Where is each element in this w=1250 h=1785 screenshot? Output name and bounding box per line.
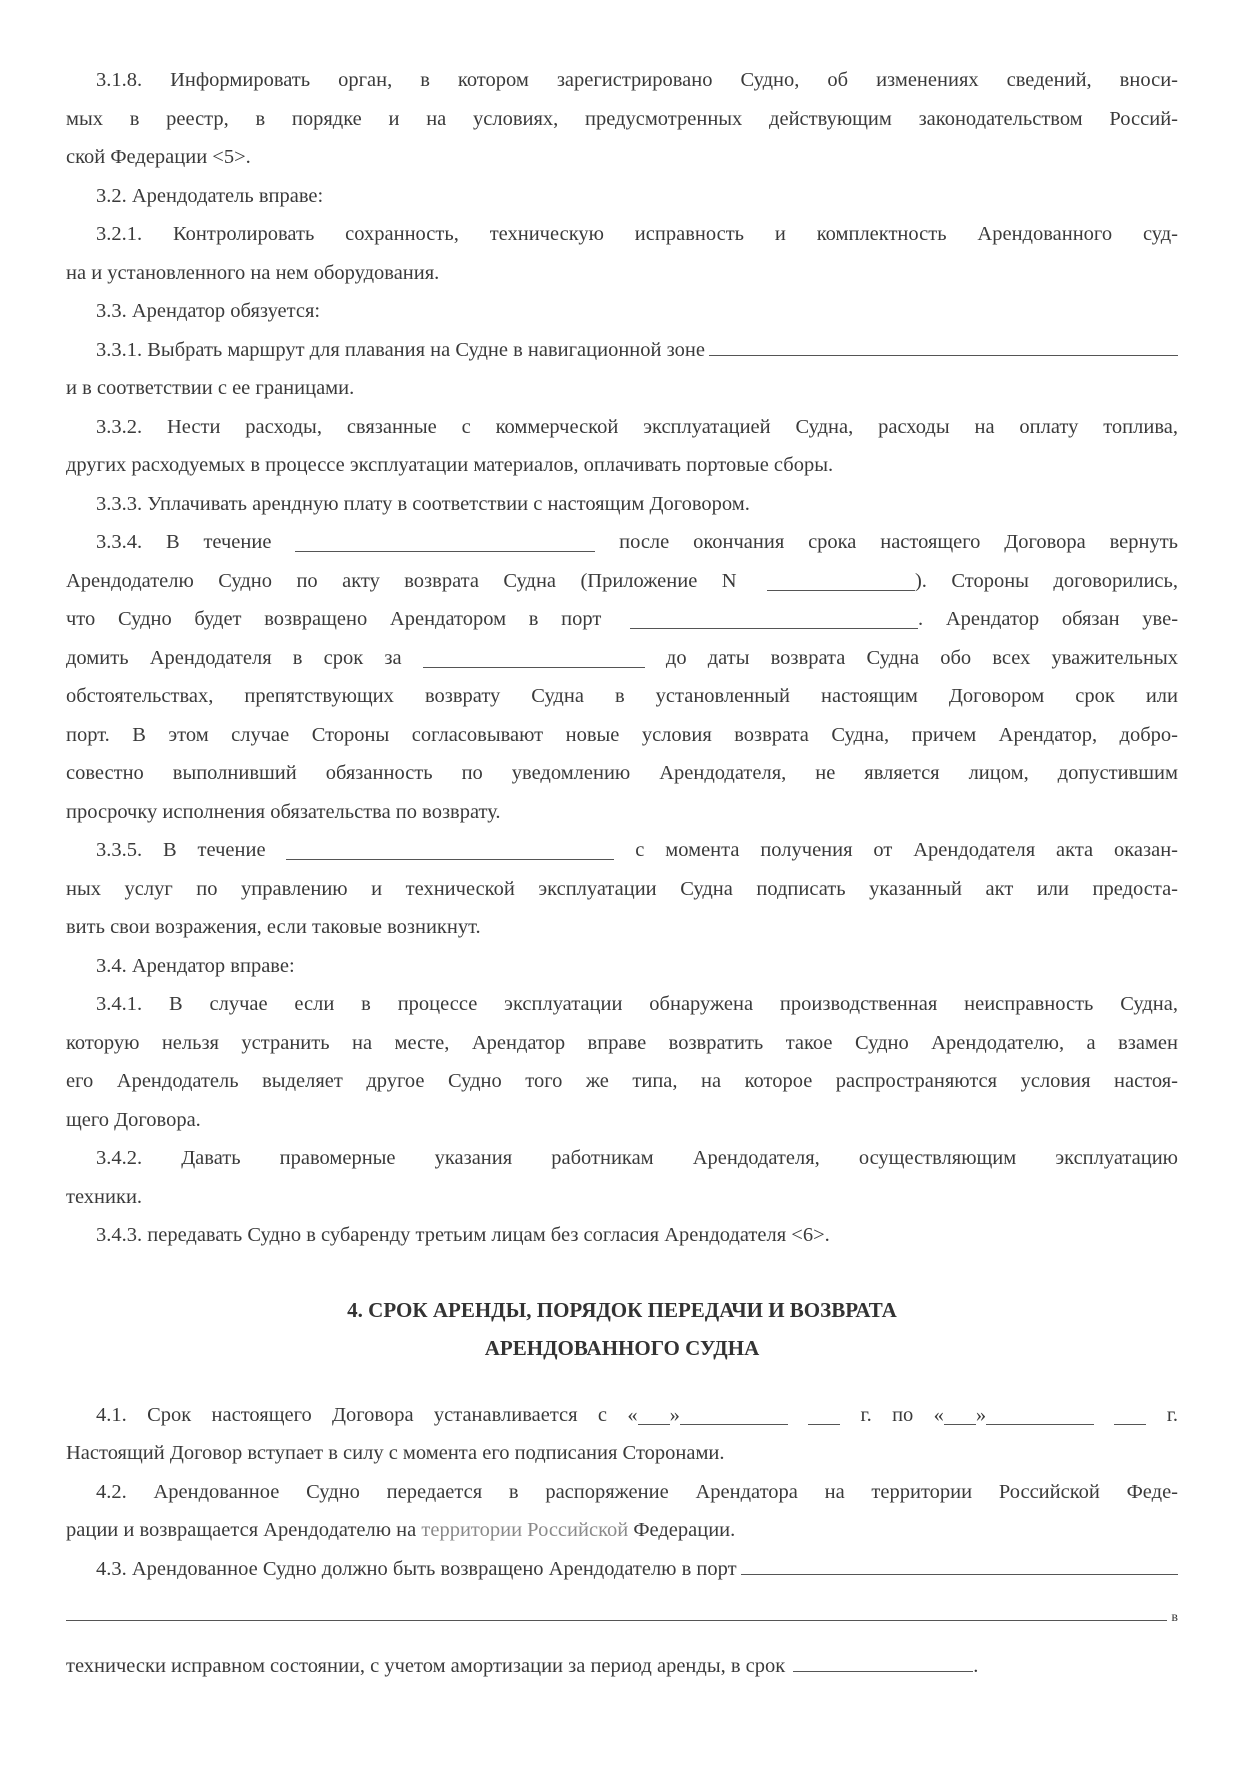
clause-4-2-line-2 xyxy=(66,1511,1178,1550)
spacer xyxy=(66,1637,1178,1647)
clause-3-3-4-line-3 xyxy=(66,600,1178,639)
document-page xyxy=(66,61,1178,1685)
end-month-blank[interactable] xyxy=(986,1402,1094,1425)
clause-3-3-4-text-f: . Арендатор обязан уве- xyxy=(918,608,1179,630)
clause-4-1-text-a: 4.1. Срок настоящего Договора устанавливается с « xyxy=(96,1403,638,1426)
end-year-blank[interactable] xyxy=(1114,1402,1146,1425)
section-spacer xyxy=(66,1368,1178,1396)
clause-4-3-line-2 xyxy=(66,1598,1178,1637)
clause-4-1-line-2: Настоящий Договор вступает в силу с момента его подписания Сторонами. xyxy=(66,1442,725,1464)
clause-3-4: 3.4. Арендатор вправе: xyxy=(96,954,295,977)
clause-3-2: 3.2. Арендодатель вправе: xyxy=(96,184,324,207)
clause-3-3-4-line-5: обстоятельствах, препятствующих возврату Судна в установленный настоящим Договором срок или xyxy=(66,685,1178,707)
clause-3-3-4-text-g: домить Арендодателя в срок за xyxy=(66,646,402,669)
clause-3-3-4-line-7: совестно выполнивший обязанность по уведомлению Арендодателя, не является лицом, допустившим xyxy=(66,762,1178,784)
clause-3-3-4-line-1 xyxy=(66,523,1178,562)
appendix-number-blank[interactable] xyxy=(767,568,915,591)
clause-3-3-4-line-4 xyxy=(66,639,1178,678)
section-spacer xyxy=(66,1255,1178,1291)
navigation-zone-blank[interactable] xyxy=(709,333,1178,356)
end-day-blank[interactable] xyxy=(944,1402,976,1425)
clause-4-3-line-3 xyxy=(66,1647,1178,1686)
clause-3-3-1-line-1 xyxy=(66,331,1178,370)
clause-4-2-text-faded: территории Российской xyxy=(421,1519,629,1541)
clause-3-3-5-line-2: ных услуг по управлению и технической эксплуатации Судна подписать указанный акт или предоста- xyxy=(66,877,1178,900)
clause-3-3-5-text-b: с момента получения от Арендодателя акта оказан- xyxy=(635,839,1178,861)
clause-3-4-3: 3.4.3. передавать Судно в субаренду третьим лицам без согласия Арендодателя <6>. xyxy=(96,1224,830,1246)
clause-4-2-text-c: Федерации. xyxy=(633,1519,736,1541)
clause-3-3: 3.3. Арендатор обязуется: xyxy=(96,300,321,322)
act-signing-period-blank[interactable] xyxy=(286,837,614,860)
clause-3-3-4-text-b: после окончания срока настоящего Договора вернуть xyxy=(619,531,1179,553)
clause-3-3-2-line-2: других расходуемых в процессе эксплуатации материалов, оплачивать портовые сборы. xyxy=(66,454,834,476)
clause-4-1-text-c: г. по « xyxy=(860,1403,944,1426)
clause-4-3-text-end: . xyxy=(973,1654,979,1677)
clause-3-3-5-line-3: вить свои возражения, если таковые возникнут. xyxy=(66,916,481,938)
return-period-blank[interactable] xyxy=(295,529,595,552)
clause-3-3-2-line-1: 3.3.2. Нести расходы, связанные с коммерческой эксплуатацией Судна, расходы на оплату топлива, xyxy=(96,415,1178,438)
clause-3-3-4-text-e: что Судно будет возвращено Арендатором в порт xyxy=(66,608,602,630)
clause-3-4-1-line-2: которую нельзя устранить на месте, Арендатор вправе возвратить такое Судно Арендодателю, а взамен xyxy=(66,1031,1178,1054)
clause-4-3-text-v: в xyxy=(1171,1610,1178,1625)
start-day-blank[interactable] xyxy=(638,1402,670,1425)
clause-4-1-line-1 xyxy=(66,1396,1178,1435)
clause-3-3-4-line-6: порт. В этом случае Стороны согласовывают новые условия возврата Судна, причем Арендатор, добро- xyxy=(66,723,1178,746)
clause-3-2-1-line-1: 3.2.1. Контролировать сохранность, техническую исправность и комплектность Арендованного суд- xyxy=(96,223,1178,245)
clause-3-3-5-text-a: 3.3.5. В течение xyxy=(96,839,266,861)
spacer xyxy=(66,1588,1178,1598)
clause-3-1-8-line-1: 3.1.8. Информировать орган, в котором зарегистрировано Судно, об изменениях сведений, вноси- xyxy=(96,69,1178,91)
clause-4-2-line-1: 4.2. Арендованное Судно передается в распоряжение Арендатора на территории Российской Феде- xyxy=(96,1480,1178,1503)
clause-3-4-1-line-1: 3.4.1. В случае если в процессе эксплуатации обнаружена производственная неисправность Судна, xyxy=(96,993,1178,1015)
clause-3-3-4-line-2 xyxy=(66,562,1178,601)
section-4-heading-line-1: 4. СРОК АРЕНДЫ, ПОРЯДОК ПЕРЕДАЧИ И ВОЗВРАТА xyxy=(347,1297,897,1322)
start-year-blank[interactable] xyxy=(808,1402,840,1425)
return-deadline-blank[interactable] xyxy=(793,1649,973,1672)
clause-4-3-text-b: технически исправном состоянии, с учетом амортизации за период аренды, в срок xyxy=(66,1654,786,1677)
section-4-heading-line-2: АРЕНДОВАННОГО СУДНА xyxy=(484,1336,760,1360)
clause-3-4-1-line-4: щего Договора. xyxy=(66,1108,201,1131)
notice-period-blank[interactable] xyxy=(423,645,645,668)
return-port-blank[interactable] xyxy=(630,606,918,629)
clause-3-4-2-line-2: техники. xyxy=(66,1185,143,1208)
clause-3-4-2-line-1: 3.4.2. Давать правомерные указания работникам Арендодателя, осуществляющим эксплуатацию xyxy=(96,1147,1178,1169)
clause-3-2-1-line-2: на и установленного на нем оборудования. xyxy=(66,261,440,284)
return-port-blank-4-3[interactable] xyxy=(741,1552,1178,1575)
clause-3-4-1-line-3: его Арендодатель выделяет другое Судно того же типа, на которое распространяются условия настоя- xyxy=(66,1070,1178,1092)
clause-3-3-1-line-2: и в соответствии с ее границами. xyxy=(66,377,355,399)
clause-4-3-text: 4.3. Арендованное Судно должно быть возвращено Арендодателю в порт xyxy=(96,1557,737,1580)
start-month-blank[interactable] xyxy=(680,1402,788,1425)
clause-3-1-8-line-3: ской Федерации <5>. xyxy=(66,146,251,168)
clause-3-1-8-line-2: мых в реестр, в порядке и на условиях, предусмотренных действующим законодательством Россий- xyxy=(66,107,1178,130)
clause-3-3-4-text-a: 3.3.4. В течение xyxy=(96,531,272,553)
clause-3-3-4-text-c: Арендодателю Судно по акту возврата Судна (Приложение N xyxy=(66,569,737,592)
clause-3-3-4-text-d: ). Стороны договорились, xyxy=(914,569,1178,592)
clause-3-3-4-line-8: просрочку исполнения обязательства по возврату. xyxy=(66,800,501,823)
return-port-continuation-blank[interactable] xyxy=(66,1598,1167,1621)
clause-4-1-text-e: г. xyxy=(1166,1403,1179,1426)
clause-4-1-text-b: » xyxy=(669,1403,680,1426)
clause-3-3-4-text-h: до даты возврата Судна обо всех уважительных xyxy=(665,646,1179,669)
clause-3-3-5-line-1 xyxy=(66,831,1178,870)
clause-3-3-3: 3.3.3. Уплачивать арендную плату в соответствии с настоящим Договором. xyxy=(96,492,750,515)
clause-4-1-text-d: » xyxy=(975,1403,987,1426)
clause-4-3-line-1 xyxy=(66,1550,1178,1589)
clause-4-2-text-a: рации и возвращается Арендодателю на xyxy=(66,1519,417,1541)
clause-3-3-1-text: 3.3.1. Выбрать маршрут для плавания на Судне в навигационной зоне xyxy=(96,338,705,361)
